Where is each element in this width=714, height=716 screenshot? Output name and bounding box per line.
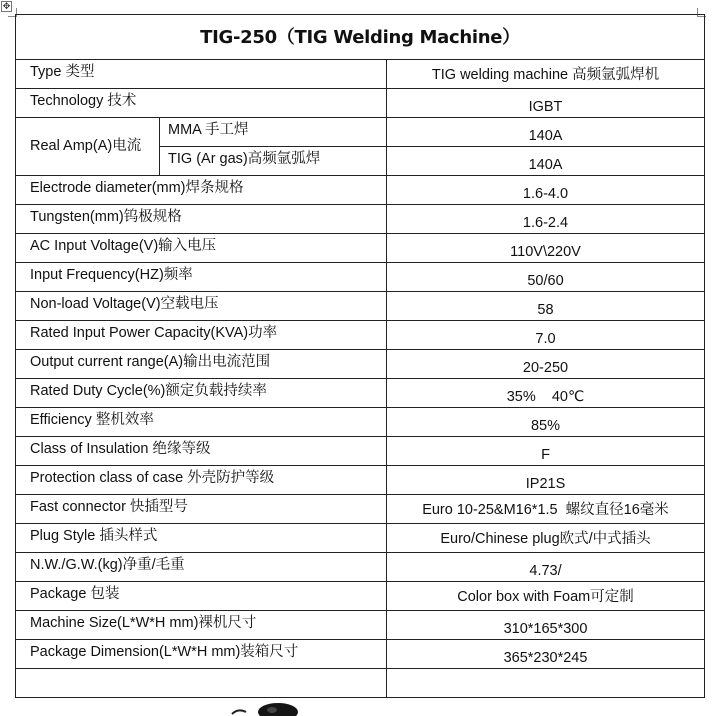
row-value: F — [387, 437, 705, 466]
table-row — [16, 263, 705, 292]
table-row — [16, 553, 705, 582]
row-value: 35% 40℃ — [387, 379, 705, 408]
row-label: Technology 技术 — [16, 89, 387, 118]
row-label: Class of Insulation 绝缘等级 — [16, 437, 387, 466]
row-label: Output current range(A)输出电流范围 — [16, 350, 387, 379]
row-value: 1.6-4.0 — [387, 176, 705, 205]
row-value: Color box with Foam可定制 — [387, 582, 705, 611]
table-row — [16, 176, 705, 205]
table-row — [16, 118, 705, 147]
table-row — [16, 234, 705, 263]
row-value: 310*165*300 — [387, 611, 705, 640]
table-row — [16, 495, 705, 524]
table-move-handle-icon[interactable]: ✥ — [2, 1, 11, 11]
row-value: 110V\220V — [387, 234, 705, 263]
spec-table — [15, 14, 705, 698]
table-row — [16, 60, 705, 89]
empty-cell — [387, 669, 705, 698]
table-row — [16, 437, 705, 466]
row-value: 20-250 — [387, 350, 705, 379]
row-value: 50/60 — [387, 263, 705, 292]
row-value: 4.73/ — [387, 553, 705, 582]
row-label: N.W./G.W.(kg)净重/毛重 — [16, 553, 387, 582]
table-row — [16, 611, 705, 640]
row-sub-label: TIG (Ar gas)高频氩弧焊 — [160, 147, 387, 176]
row-label: Package Dimension(L*W*H mm)装箱尺寸 — [16, 640, 387, 669]
empty-cell — [16, 669, 387, 698]
row-label: Electrode diameter(mm)焊条规格 — [16, 176, 387, 205]
row-label: Tungsten(mm)钨极规格 — [16, 205, 387, 234]
table-row — [16, 640, 705, 669]
row-label: Type 类型 — [16, 60, 387, 89]
row-value: 1.6-2.4 — [387, 205, 705, 234]
table-row — [16, 89, 705, 118]
row-label: Plug Style 插头样式 — [16, 524, 387, 553]
table-row — [16, 205, 705, 234]
row-value: Euro/Chinese plug欧式/中式插头 — [387, 524, 705, 553]
row-value: 7.0 — [387, 321, 705, 350]
table-row — [16, 350, 705, 379]
row-value: IGBT — [387, 89, 705, 118]
table-row — [16, 466, 705, 495]
row-group-label: Real Amp(A)电流 — [16, 118, 160, 176]
table-row — [16, 582, 705, 611]
table-row — [16, 292, 705, 321]
row-label: Fast connector 快插型号 — [16, 495, 387, 524]
row-sub-label: MMA 手工焊 — [160, 118, 387, 147]
row-label: Rated Input Power Capacity(KVA)功率 — [16, 321, 387, 350]
table-row — [16, 408, 705, 437]
row-label: Input Frequency(HZ)频率 — [16, 263, 387, 292]
row-value: Euro 10-25&M16*1.5 螺纹直径16毫米 — [387, 495, 705, 524]
row-value: 365*230*245 — [387, 640, 705, 669]
row-label: Efficiency 整机效率 — [16, 408, 387, 437]
row-value: 140A — [387, 118, 705, 147]
row-label: Machine Size(L*W*H mm)裸机尺寸 — [16, 611, 387, 640]
row-label: Rated Duty Cycle(%)额定负载持续率 — [16, 379, 387, 408]
table-row — [16, 379, 705, 408]
row-label: Non-load Voltage(V)空载电压 — [16, 292, 387, 321]
row-value: 58 — [387, 292, 705, 321]
row-label: AC Input Voltage(V)输入电压 — [16, 234, 387, 263]
row-value: 140A — [387, 147, 705, 176]
table-row-photo — [16, 669, 705, 698]
table-row — [16, 524, 705, 553]
table-row — [16, 321, 705, 350]
row-label: Protection class of case 外壳防护等级 — [16, 466, 387, 495]
row-value: 85% — [387, 408, 705, 437]
row-value: IP21S — [387, 466, 705, 495]
row-value: TIG welding machine 高频氩弧焊机 — [387, 60, 705, 89]
table-title: TIG-250（TIG Welding Machine） — [16, 15, 705, 60]
row-label: Package 包装 — [16, 582, 387, 611]
